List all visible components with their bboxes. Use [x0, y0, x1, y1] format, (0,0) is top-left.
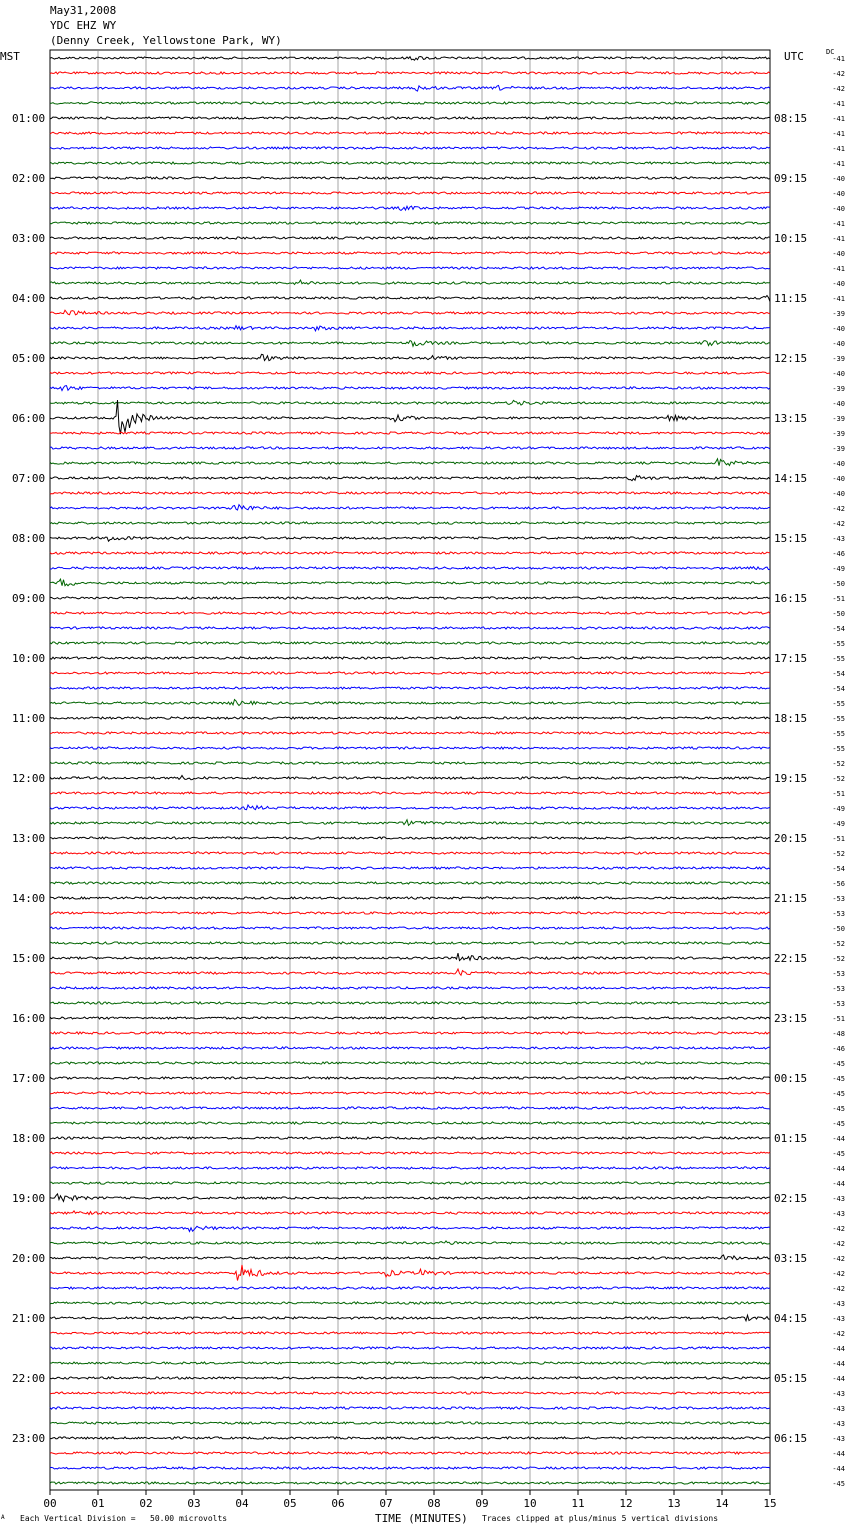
dc-offset-label: -54 — [832, 685, 845, 693]
right-hour-label: 08:15 — [774, 112, 808, 125]
trace-row — [50, 1255, 770, 1260]
dc-offset-label: -39 — [832, 430, 845, 438]
dc-offset-label: -42 — [832, 1255, 845, 1263]
x-tick-label: 00 — [43, 1497, 57, 1510]
left-hour-label: 23:00 — [12, 1432, 46, 1445]
x-tick-label: 07 — [379, 1497, 393, 1510]
trace-row — [50, 267, 770, 269]
trace-row — [50, 222, 770, 224]
seismic-traces — [50, 57, 770, 1485]
left-hour-label: 01:00 — [12, 112, 46, 125]
trace-row — [50, 296, 770, 302]
trace-row — [50, 492, 770, 494]
trace-row — [50, 1047, 770, 1049]
dc-offset-label: -43 — [832, 1195, 845, 1203]
dc-offset-label: -49 — [832, 565, 845, 573]
trace-row — [50, 867, 770, 869]
left-hour-label: 18:00 — [12, 1132, 46, 1145]
trace-row — [50, 642, 770, 644]
trace-row — [50, 310, 770, 315]
plot-grid — [50, 50, 770, 1490]
trace-row — [50, 1182, 770, 1184]
right-hour-label: 02:15 — [774, 1192, 808, 1205]
trace-row — [50, 237, 770, 239]
left-hour-label: 17:00 — [12, 1072, 46, 1085]
trace-row — [50, 459, 770, 466]
dc-offset-label: -40 — [832, 490, 845, 498]
dc-offset-label: -43 — [832, 1435, 845, 1443]
trace-row — [50, 1302, 770, 1304]
left-hour-label: 12:00 — [12, 772, 46, 785]
dc-offset-label: -52 — [832, 955, 845, 963]
trace-row — [50, 537, 770, 542]
axis-labels — [12, 55, 845, 1510]
right-hour-label: 09:15 — [774, 172, 808, 185]
trace-row — [50, 447, 770, 449]
left-hour-label: 09:00 — [12, 592, 46, 605]
x-tick-label: 11 — [571, 1497, 585, 1510]
dc-offset-label: -40 — [832, 205, 845, 213]
dc-offset-label: -41 — [832, 100, 845, 108]
trace-row — [50, 1482, 770, 1484]
x-tick-label: 13 — [667, 1497, 681, 1510]
trace-row — [50, 1377, 770, 1379]
trace-row — [50, 1167, 770, 1169]
dc-offset-label: -41 — [832, 55, 845, 63]
dc-offset-label: -40 — [832, 190, 845, 198]
trace-row — [50, 717, 770, 719]
left-hour-label: 14:00 — [12, 892, 46, 905]
trace-row — [50, 1194, 770, 1202]
station-location: (Denny Creek, Yellowstone Park, WY) — [50, 34, 282, 47]
trace-row — [50, 897, 770, 899]
trace-row — [50, 912, 770, 914]
dc-offset-label: -52 — [832, 940, 845, 948]
dc-offset-label: -54 — [832, 625, 845, 633]
dc-offset-label: -39 — [832, 385, 845, 393]
dc-offset-label: -49 — [832, 820, 845, 828]
dc-offset-label: -40 — [832, 400, 845, 408]
trace-row — [50, 1032, 770, 1034]
trace-row — [50, 400, 770, 434]
trace-row — [50, 852, 770, 854]
dc-offset-label: -42 — [832, 1330, 845, 1338]
trace-row — [50, 117, 770, 119]
left-hour-label: 15:00 — [12, 952, 46, 965]
trace-row — [50, 1407, 770, 1409]
trace-row — [50, 700, 770, 706]
trace-row — [50, 612, 770, 614]
trace-row — [50, 1287, 770, 1289]
x-axis-title: TIME (MINUTES) — [375, 1512, 468, 1525]
dc-offset-label: -43 — [832, 1420, 845, 1428]
x-tick-label: 08 — [427, 1497, 441, 1510]
dc-offset-label: -44 — [832, 1360, 845, 1368]
dc-offset-label: -45 — [832, 1105, 845, 1113]
trace-row — [50, 102, 770, 104]
clip-note: Traces clipped at plus/minus 5 vertical divisions — [482, 1514, 719, 1523]
trace-row — [50, 85, 770, 91]
left-hour-label: 05:00 — [12, 352, 46, 365]
left-hour-label: 10:00 — [12, 652, 46, 665]
left-hour-label: 22:00 — [12, 1372, 46, 1385]
dc-offset-label: -44 — [832, 1375, 845, 1383]
trace-row — [50, 147, 770, 149]
right-hour-label: 11:15 — [774, 292, 808, 305]
trace-row — [50, 579, 770, 586]
station-code: YDC EHZ WY — [50, 19, 117, 32]
trace-row — [50, 1241, 770, 1245]
left-hour-label: 21:00 — [12, 1312, 46, 1325]
trace-row — [50, 627, 770, 629]
trace-row — [50, 1347, 770, 1349]
dc-offset-label: -55 — [832, 655, 845, 663]
trace-row — [50, 762, 770, 764]
dc-offset-label: -44 — [832, 1180, 845, 1188]
dc-offset-label: -55 — [832, 700, 845, 708]
trace-row — [50, 400, 770, 405]
dc-offset-label: -41 — [832, 220, 845, 228]
dc-offset-label: -42 — [832, 505, 845, 513]
trace-row — [50, 1122, 770, 1124]
dc-offset-label: -40 — [832, 370, 845, 378]
trace-row — [50, 1152, 770, 1154]
trace-row — [50, 1392, 770, 1394]
dc-offset-label: -43 — [832, 1210, 845, 1218]
trace-row — [50, 252, 770, 254]
dc-offset-label: -44 — [832, 1165, 845, 1173]
trace-row — [50, 987, 770, 989]
left-hour-label: 13:00 — [12, 832, 46, 845]
trace-row — [50, 567, 770, 570]
trace-row — [50, 341, 770, 347]
right-hour-label: 15:15 — [774, 532, 808, 545]
dc-offset-label: -45 — [832, 1120, 845, 1128]
dc-offset-label: -41 — [832, 295, 845, 303]
dc-offset-label: -45 — [832, 1075, 845, 1083]
dc-offset-label: -44 — [832, 1345, 845, 1353]
dc-offset-label: -50 — [832, 610, 845, 618]
dc-offset-label: -42 — [832, 1225, 845, 1233]
dc-offset-label: -56 — [832, 880, 845, 888]
trace-row — [50, 354, 770, 360]
trace-row — [50, 672, 770, 674]
trace-row — [50, 522, 770, 524]
trace-row — [50, 1315, 770, 1321]
dc-offset-label: -42 — [832, 1285, 845, 1293]
dc-offset-label: -45 — [832, 1150, 845, 1158]
x-tick-label: 12 — [619, 1497, 633, 1510]
dc-offset-label: -53 — [832, 970, 845, 978]
trace-row — [50, 732, 770, 734]
trace-row — [50, 1062, 770, 1064]
dc-offset-label: -45 — [832, 1060, 845, 1068]
dc-offset-label: -50 — [832, 925, 845, 933]
trace-row — [50, 1137, 770, 1139]
trace-row — [50, 505, 770, 510]
dc-offset-label: -39 — [832, 445, 845, 453]
trace-row — [50, 776, 770, 780]
left-hour-label: 08:00 — [12, 532, 46, 545]
dc-offset-label: -55 — [832, 640, 845, 648]
dc-offset-label: -40 — [832, 280, 845, 288]
dc-offset-label: -45 — [832, 1090, 845, 1098]
dc-offset-label: -51 — [832, 835, 845, 843]
dc-offset-label: -54 — [832, 865, 845, 873]
dc-offset-label: -49 — [832, 805, 845, 813]
dc-offset-label: -43 — [832, 1315, 845, 1323]
right-axis-label: UTC — [784, 50, 804, 63]
trace-row — [50, 326, 770, 331]
dc-offset-label: -44 — [832, 1135, 845, 1143]
trace-row — [50, 1226, 770, 1231]
trace-row — [50, 1092, 770, 1094]
dc-offset-label: -50 — [832, 580, 845, 588]
dc-offset-label: -42 — [832, 70, 845, 78]
dc-offset-label: -55 — [832, 745, 845, 753]
dc-offset-label: -40 — [832, 325, 845, 333]
trace-row — [50, 1362, 770, 1364]
trace-row — [50, 942, 770, 944]
dc-offset-label: -44 — [832, 1465, 845, 1473]
dc-offset-label: -43 — [832, 535, 845, 543]
trace-row — [50, 657, 770, 659]
dc-offset-label: -53 — [832, 910, 845, 918]
footer-mark: A — [1, 1514, 5, 1521]
trace-row — [50, 687, 770, 689]
dc-offset-label: -51 — [832, 790, 845, 798]
x-tick-label: 15 — [763, 1497, 777, 1510]
trace-row — [50, 1265, 770, 1281]
x-tick-label: 02 — [139, 1497, 153, 1510]
trace-row — [50, 177, 770, 179]
x-tick-label: 05 — [283, 1497, 297, 1510]
dc-offset-label: -46 — [832, 550, 845, 558]
left-hour-label: 16:00 — [12, 1012, 46, 1025]
x-tick-label: 09 — [475, 1497, 489, 1510]
trace-row — [50, 476, 770, 481]
trace-row — [50, 552, 770, 554]
x-tick-label: 04 — [235, 1497, 249, 1510]
right-hour-label: 17:15 — [774, 652, 808, 665]
left-hour-label: 06:00 — [12, 412, 46, 425]
x-tick-label: 10 — [523, 1497, 537, 1510]
trace-row — [50, 1332, 770, 1334]
trace-row — [50, 1002, 770, 1004]
dc-offset-label: -41 — [832, 265, 845, 273]
trace-row — [50, 597, 770, 599]
dc-offset-label: -52 — [832, 850, 845, 858]
dc-offset-label: -43 — [832, 1390, 845, 1398]
trace-row — [50, 953, 770, 960]
trace-row — [50, 162, 770, 164]
trace-row — [50, 1017, 770, 1019]
dc-offset-label: -44 — [832, 1450, 845, 1458]
trace-row — [50, 1077, 770, 1079]
left-hour-label: 07:00 — [12, 472, 46, 485]
trace-row — [50, 969, 770, 975]
dc-offset-label: -40 — [832, 475, 845, 483]
right-hour-label: 19:15 — [774, 772, 808, 785]
trace-row — [50, 1452, 770, 1454]
dc-label: DC — [826, 48, 835, 56]
chart-date: May31,2008 — [50, 4, 117, 17]
dc-offset-label: -53 — [832, 1000, 845, 1008]
right-hour-label: 16:15 — [774, 592, 808, 605]
dc-offset-label: -43 — [832, 1405, 845, 1413]
left-hour-label: 20:00 — [12, 1252, 46, 1265]
dc-offset-label: -52 — [832, 775, 845, 783]
left-hour-label: 19:00 — [12, 1192, 46, 1205]
right-hour-label: 03:15 — [774, 1252, 808, 1265]
dc-offset-label: -41 — [832, 130, 845, 138]
dc-offset-label: -53 — [832, 895, 845, 903]
trace-row — [50, 206, 770, 210]
right-hour-label: 22:15 — [774, 952, 808, 965]
dc-offset-label: -42 — [832, 1240, 845, 1248]
trace-row — [50, 837, 770, 839]
dc-offset-label: -39 — [832, 415, 845, 423]
dc-offset-label: -40 — [832, 250, 845, 258]
left-axis-label: MST — [0, 50, 20, 63]
trace-row — [50, 820, 770, 826]
trace-row — [50, 1422, 770, 1424]
right-hour-label: 05:15 — [774, 1372, 808, 1385]
dc-offset-label: -42 — [832, 520, 845, 528]
trace-row — [50, 386, 770, 391]
dc-offset-label: -45 — [832, 1480, 845, 1488]
x-tick-label: 01 — [91, 1497, 105, 1510]
left-hour-label: 04:00 — [12, 292, 46, 305]
dc-offset-label: -41 — [832, 145, 845, 153]
dc-offset-label: -41 — [832, 160, 845, 168]
dc-offset-label: -51 — [832, 1015, 845, 1023]
trace-row — [50, 1211, 770, 1215]
dc-offset-label: -52 — [832, 760, 845, 768]
right-hour-label: 14:15 — [774, 472, 808, 485]
dc-offset-label: -40 — [832, 175, 845, 183]
dc-offset-label: -41 — [832, 235, 845, 243]
dc-offset-label: -39 — [832, 310, 845, 318]
trace-row — [50, 1107, 770, 1109]
dc-offset-label: -46 — [832, 1045, 845, 1053]
right-hour-label: 06:15 — [774, 1432, 808, 1445]
right-hour-label: 04:15 — [774, 1312, 808, 1325]
trace-row — [50, 132, 770, 134]
trace-row — [50, 192, 770, 194]
right-hour-label: 00:15 — [774, 1072, 808, 1085]
dc-offset-label: -53 — [832, 985, 845, 993]
trace-row — [50, 805, 770, 810]
dc-offset-label: -39 — [832, 355, 845, 363]
right-hour-label: 13:15 — [774, 412, 808, 425]
trace-row — [50, 792, 770, 794]
x-tick-label: 14 — [715, 1497, 729, 1510]
trace-row — [50, 927, 770, 929]
trace-row — [50, 1467, 770, 1469]
dc-offset-label: -42 — [832, 1270, 845, 1278]
right-hour-label: 23:15 — [774, 1012, 808, 1025]
dc-offset-label: -43 — [832, 1300, 845, 1308]
trace-row — [50, 57, 770, 61]
dc-offset-label: -51 — [832, 595, 845, 603]
scale-note: Each Vertical Division = 50.00 microvolts — [20, 1514, 228, 1523]
x-tick-label: 03 — [187, 1497, 201, 1510]
x-tick-label: 06 — [331, 1497, 345, 1510]
dc-offset-label: -42 — [832, 85, 845, 93]
trace-row — [50, 882, 770, 884]
plot-frame — [50, 50, 770, 1490]
dc-offset-label: -48 — [832, 1030, 845, 1038]
dc-offset-label: -54 — [832, 670, 845, 678]
right-hour-label: 10:15 — [774, 232, 808, 245]
right-hour-label: 21:15 — [774, 892, 808, 905]
right-hour-label: 18:15 — [774, 712, 808, 725]
trace-row — [50, 72, 770, 74]
left-hour-label: 03:00 — [12, 232, 46, 245]
trace-row — [50, 1437, 770, 1439]
dc-offset-label: -55 — [832, 715, 845, 723]
trace-row — [50, 280, 770, 284]
dc-offset-label: -40 — [832, 460, 845, 468]
trace-row — [50, 747, 770, 749]
dc-offset-label: -41 — [832, 115, 845, 123]
trace-row — [50, 432, 770, 434]
dc-offset-label: -40 — [832, 340, 845, 348]
right-hour-label: 12:15 — [774, 352, 808, 365]
dc-offset-label: -55 — [832, 730, 845, 738]
left-hour-label: 02:00 — [12, 172, 46, 185]
trace-row — [50, 372, 770, 374]
left-hour-label: 11:00 — [12, 712, 46, 725]
right-hour-label: 20:15 — [774, 832, 808, 845]
right-hour-label: 01:15 — [774, 1132, 808, 1145]
